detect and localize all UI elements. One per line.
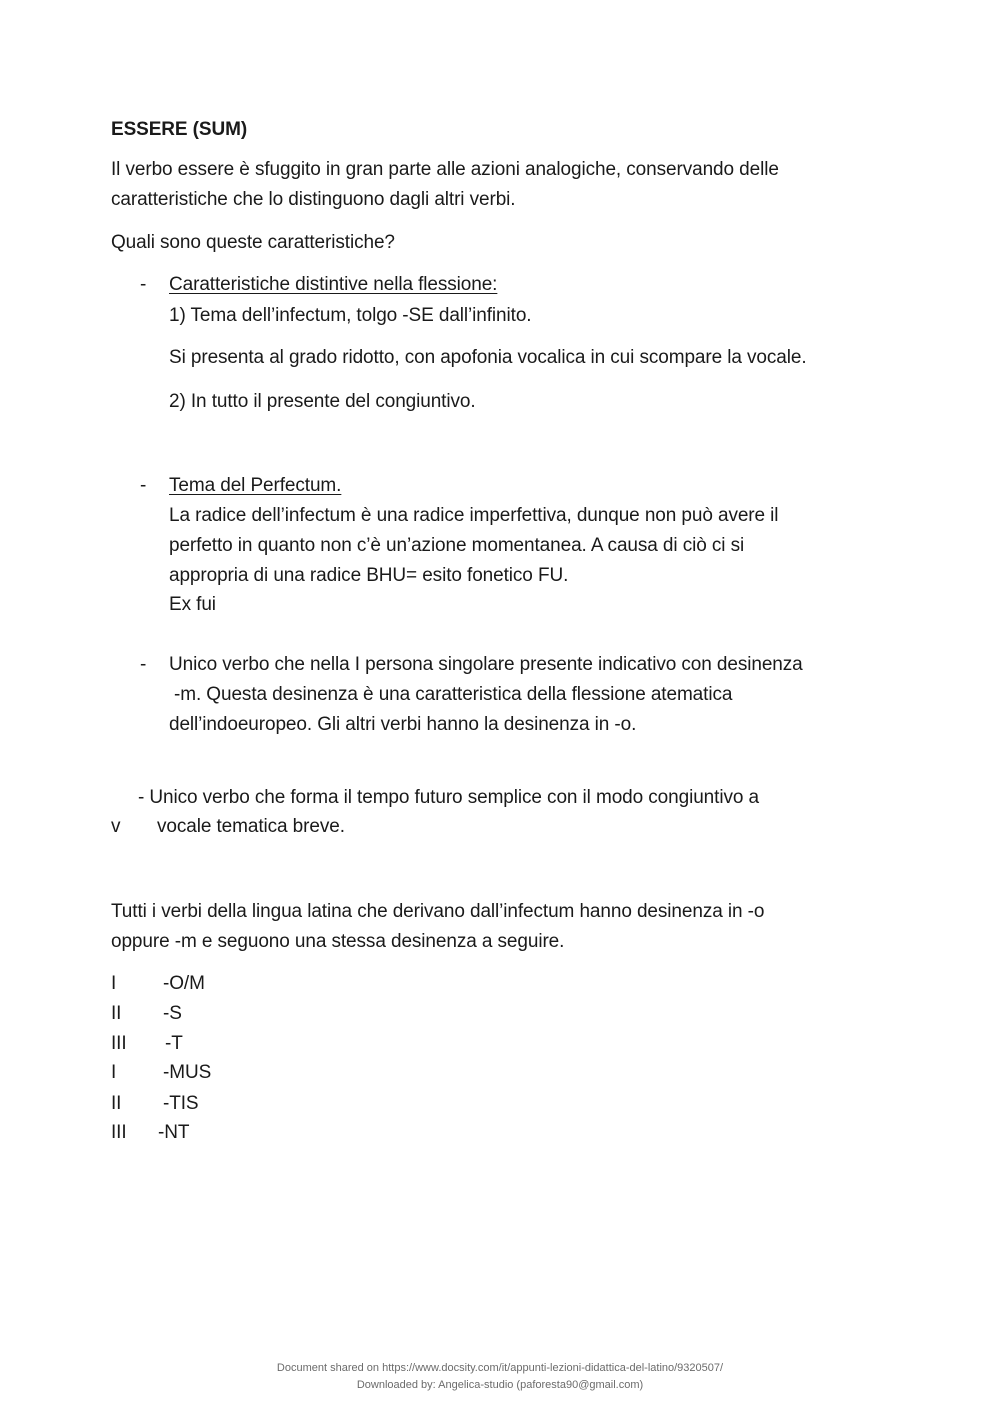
page-title: ESSERE (SUM)	[111, 119, 248, 140]
ending-person: II	[111, 1003, 122, 1024]
bullet-dash: -	[140, 274, 147, 295]
ending-suffix: -T	[165, 1033, 183, 1054]
ending-person: II	[111, 1093, 122, 1114]
ending-suffix: -O/M	[163, 973, 205, 994]
futuro-line-2: vocale tematica breve.	[157, 816, 345, 837]
question-text: Quali sono queste caratteristiche?	[111, 232, 395, 253]
list-item-2: 2) In tutto il presente del congiuntivo.	[169, 391, 476, 412]
ending-suffix: -MUS	[163, 1062, 212, 1083]
list-item-1: 1) Tema dell’infectum, tolgo -SE dall’infinito.	[169, 305, 532, 326]
perfectum-line-3: appropria di una radice BHU= esito fonetico FU.	[169, 565, 569, 586]
section-heading-perfectum: Tema del Perfectum.	[169, 475, 342, 496]
desinenza-line-2: -m. Questa desinenza è una caratteristica della flessione atematica	[174, 684, 733, 705]
bullet-dash: -	[140, 654, 147, 675]
perfectum-line-1: La radice dell’infectum è una radice imperfettiva, dunque non può avere il	[169, 505, 779, 526]
intro-line-2: caratteristiche che lo distinguono dagli altri verbi.	[111, 189, 516, 210]
closing-line-1: Tutti i verbi della lingua latina che derivano dall’infectum hanno desinenza in -o	[111, 901, 765, 922]
perfectum-line-2: perfetto in quanto non c’è un’azione momentanea. A causa di ciò ci si	[169, 535, 745, 556]
ending-suffix: -S	[163, 1003, 182, 1024]
ending-suffix: -NT	[158, 1122, 190, 1143]
ending-person: I	[111, 1062, 117, 1083]
ending-person: III	[111, 1122, 127, 1143]
ending-person: III	[111, 1033, 127, 1054]
closing-line-2: oppure -m e seguono una stessa desinenza a seguire.	[111, 931, 565, 952]
footer-downloaded-by: Downloaded by: Angelica-studio (paforesta90@gmail.com)	[356, 1379, 644, 1391]
futuro-marker: v	[111, 816, 121, 837]
intro-line-1: Il verbo essere è sfuggito in gran parte alle azioni analogiche, conservando delle	[111, 159, 779, 180]
bullet-dash: -	[140, 475, 147, 496]
footer-shared-link[interactable]: Document shared on https://www.docsity.com/it/appunti-lezioni-didattica-del-latino/9320507/	[276, 1362, 724, 1374]
ending-person: I	[111, 973, 117, 994]
section-heading-flessione: Caratteristiche distintive nella flessione:	[169, 274, 498, 295]
ending-suffix: -TIS	[163, 1093, 199, 1114]
perfectum-line-4: Ex fui	[169, 594, 216, 615]
desinenza-line-3: dell’indoeuropeo. Gli altri verbi hanno la desinenza in -o.	[169, 714, 637, 735]
futuro-line-1: - Unico verbo che forma il tempo futuro semplice con il modo congiuntivo a	[138, 787, 759, 808]
desinenza-line-1: Unico verbo che nella I persona singolare presente indicativo con desinenza	[169, 654, 803, 675]
note-text: Si presenta al grado ridotto, con apofonia vocalica in cui scompare la vocale.	[169, 347, 807, 368]
